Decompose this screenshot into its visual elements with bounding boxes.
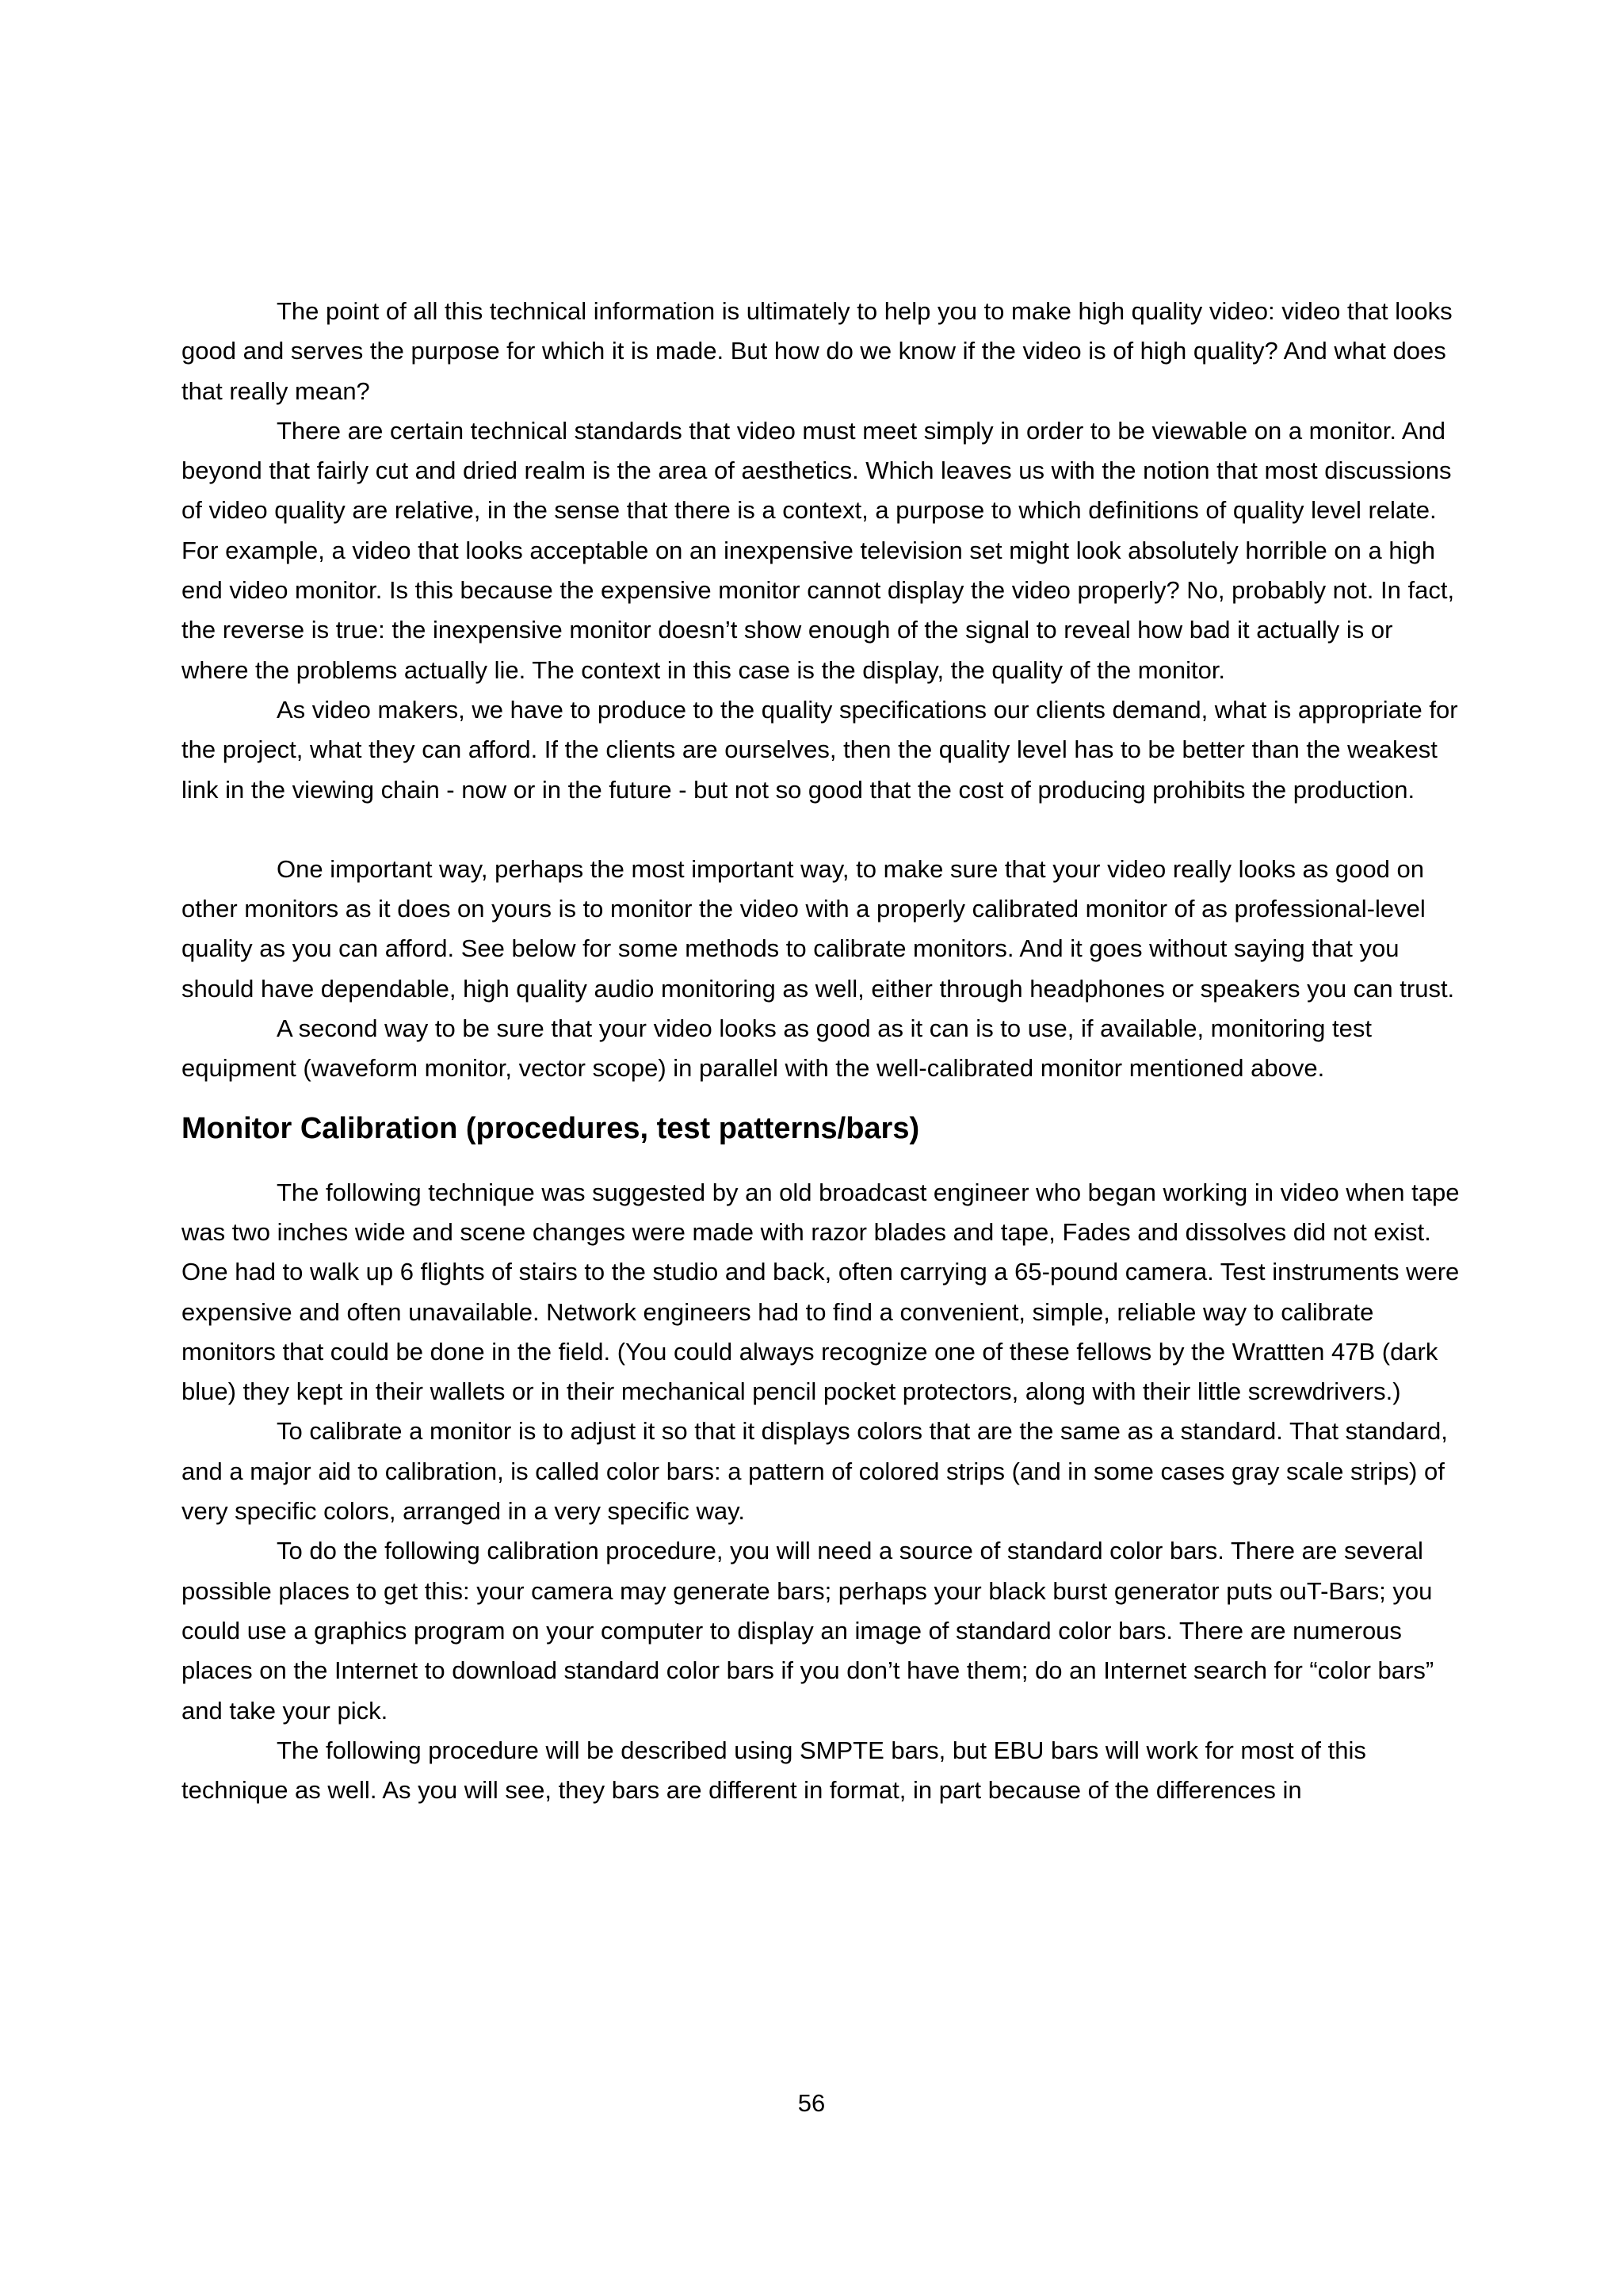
paragraph-intro-4: One important way, perhaps the most important way, to make sure that your video really looks as good on other monitors as it does on yours is to monitor the video with a properly calibrated monitor of as professional-level quality as you can afford. See below for some methods to calibrate monitors. And it goes without saying that you should have dependable, high quality audio monitoring as well, either through headphones or speakers you can trust. (181, 854, 1455, 1003)
paragraph-intro-1: The point of all this technical information is ultimately to help you to make high quality video: video that looks good and serves the purpose for which it is made. But how do we know if the video is of high quality? And what does that really mean? (181, 297, 1453, 405)
paragraph-section-3: To do the following calibration procedure, you will need a source of standard color bars. There are several possible places to get this: your camera may generate bars; perhaps your black burst generator puts ouT-Bars; you could use a graphics program on your computer to display an image of standard color bars. There are numerous places on the Internet to download standard color bars if you don’t have them; do an Internet search for “color bars” and take your pick. (181, 1537, 1434, 1725)
paragraph-intro-5: A second way to be sure that your video looks as good as it can is to use, if available, monitoring test equipment (waveform monitor, vector scope) in parallel with the well-calibrated monitor mentioned above. (181, 1014, 1372, 1083)
paragraph-intro-3: As video makers, we have to produce to the quality specifications our clients demand, what is appropriate for the project, what they can afford. If the clients are ourselves, then the quality level has to be better than the weakest link in the viewing chain - now or in the future - but not so good that the cost of producing prohibits the production. (181, 695, 1458, 804)
section-heading (181, 1105, 1461, 1152)
paragraph-intro-2: There are certain technical standards that video must meet simply in order to be viewable on a monitor. And beyond that fairly cut and dried realm is the area of aesthetics. Which leaves us with the notion that most discussions of video quality are relative, in the sense that there is a context, a purpose to which definitions of quality level relate. For example, a video that looks acceptable on an inexpensive television set might look absolutely horrible on a high end video monitor. Is this because the expensive monitor cannot display the video properly? No, probably not. In fact, the reverse is true: the inexpensive monitor doesn’t show enough of the signal to reveal how bad it actually is or where the problems actually lie. The context in this case is the display, the quality of the monitor. (181, 416, 1455, 684)
paragraph-section-1: The following technique was suggested by an old broadcast engineer who began working in video when tape was two inches wide and scene changes were made with razor blades and tape, Fades and dissolves did not exist. One had to walk up 6 flights of stairs to the studio and back, often carrying a 65-pound camera. Test instruments were expensive and often unavailable. Network engineers had to find a convenient, simple, reliable way to calibrate monitors that could be done in the field. (You could always recognize one of these fellows by the Wrattten 47B (dark blue) they kept in their wallets or in their mechanical pencil pocket protectors, along with their little screwdrivers.) (181, 1178, 1460, 1406)
section-heading-subtitle: (procedures, test patterns/bars) (457, 1111, 920, 1145)
page-number: 56 (797, 2089, 826, 2117)
paragraph-section-2: To calibrate a monitor is to adjust it so that it displays colors that are the same as a standard. That standard, and a major aid to calibration, is called color bars: a pattern of colored strips (and in some cases gray scale strips) of very specific colors, arranged in a very specific way. (181, 1417, 1448, 1526)
section-heading-bold: Monitor Calibration (181, 1111, 458, 1145)
page-content (181, 292, 1461, 1810)
paragraph-section-4: The following procedure will be described using SMPTE bars, but EBU bars will work for most of this technique as well. As you will see, they bars are different in format, in part because of the differences in (181, 1736, 1366, 1805)
